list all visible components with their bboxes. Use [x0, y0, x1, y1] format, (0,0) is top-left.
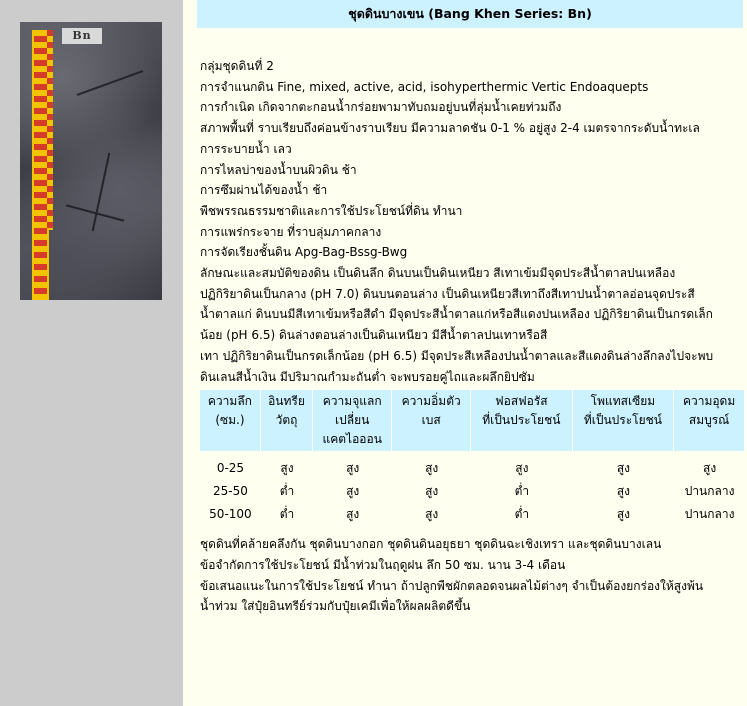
table-cell: ปานกลาง: [684, 507, 735, 522]
table-cell: ปานกลาง: [684, 484, 735, 499]
column-header: ความอิ่มตัว เบส: [392, 390, 471, 451]
table-row: [200, 451, 745, 480]
description-line: ลักษณะและสมบัติของดิน เป็นดินลึก ดินบนเป็นดินเหนียว สีเทาเข้มมีจุดประสีน้ำตาลปนเหลือง: [200, 266, 676, 281]
table-cell: สูง: [346, 507, 360, 522]
table-header-row: [200, 390, 745, 451]
column-header: ความจุแลก เปลี่ยน แคตไอออน: [313, 390, 392, 451]
description-line: น้อย (pH 6.5) ดินล่างตอนล่างเป็นดินเหนียว มีสีน้ำตาลปนเทาหรือสี: [200, 328, 548, 343]
description-line: การจำแนกดิน Fine, mixed, active, acid, isohyperthermic Vertic Endoaquepts: [200, 79, 649, 94]
description-line: น้ำตาลแก่ ดินบนมีสีเทาเข้มหรือสีดำ มีจุดประสีน้ำตาลแก่หรือสีแดงปนเหลือง ปฏิกิริยาดินเป็นกรดเล็ก: [200, 307, 713, 322]
table-cell: สูง: [346, 484, 360, 499]
table-row: [200, 503, 745, 526]
description-line: ปฏิกิริยาดินเป็นกลาง (pH 7.0) ดินบนตอนล่าง เป็นดินเหนียวสีเทาถึงสีเทาปนน้ำตาลอ่อนจุดประสี: [200, 286, 695, 301]
soil-profile-photo: [20, 22, 162, 300]
table-cell: สูง: [515, 461, 529, 476]
description-line: กลุ่มชุดดินที่ 2: [200, 59, 274, 73]
info-line: ข้อเสนอแนะในการใช้ประโยชน์ ทำนา ถ้าปลูกพืชผักตลอดจนผลไม้ต่างๆ จำเป็นต้องยกร่องให้สูงพ้น: [200, 578, 704, 593]
table-cell: 0-25: [216, 461, 245, 476]
table-cell: 50-100: [209, 507, 252, 522]
column-header: โพแทสเซียม ที่เป็นประโยชน์: [573, 390, 675, 451]
additional-info: [200, 534, 745, 617]
table-cell: สูง: [425, 461, 439, 476]
description-line: เทา ปฏิกิริยาดินเป็นกรดเล็กน้อย (pH 6.5) มีจุดประสีเหลืองปนน้ำตาลและสีแดงดินล่างลึกลงไปจะพบ: [200, 348, 714, 363]
description-line: การจัดเรียงชั้นดิน Apg-Bag-Bssg-Bwg: [200, 245, 408, 260]
table-cell: ต่ำ: [279, 507, 295, 522]
column-header: ฟอสฟอรัส ที่เป็นประโยชน์: [471, 390, 573, 451]
table-cell: สูง: [703, 461, 717, 476]
description-line: การซึมผ่านได้ของน้ำ ช้า: [200, 183, 328, 198]
measuring-tape-scale: [47, 30, 53, 230]
table-cell: ต่ำ: [514, 484, 530, 499]
left-panel: [0, 0, 183, 706]
soil-description: [200, 56, 745, 617]
table-cell: สูง: [616, 484, 631, 499]
description-line: ดินเลนสีน้ำเงิน มีปริมาณกำมะถันต่ำ จะพบรอยคู่ไถและผลึกยิปซัม: [200, 369, 535, 384]
table-body: [200, 451, 745, 526]
description-line: การไหลบ่าของน้ำบนผิวดิน ช้า: [200, 162, 357, 177]
table-cell: สูง: [280, 461, 294, 476]
description-line: สภาพพื้นที่ ราบเรียบถึงค่อนข้างราบเรียบ มีความลาดชัน 0-1 % อยู่สูง 2-4 เมตรจากระดับน้ำทะเล: [200, 121, 700, 136]
description-line: พืชพรรณธรรมชาติและการใช้ประโยชน์ที่ดิน ทำนา: [200, 203, 463, 218]
page-title: ชุดดินบางเขน (Bang Khen Series: Bn): [197, 0, 743, 28]
info-line: ข้อจำกัดการใช้ประโยชน์ มีน้ำท่วมในฤดูฝน ลึก 50 ซม. นาน 3-4 เดือน: [200, 557, 566, 572]
description-line: การกำเนิด เกิดจากตะกอนน้ำกร่อยพามาทับถมอยู่บนที่ลุ่มน้ำเคยท่วมถึง: [200, 100, 562, 115]
table-cell: ต่ำ: [514, 507, 530, 522]
column-header: อินทรีย วัตถุ: [261, 390, 313, 451]
table-cell: สูง: [616, 461, 631, 476]
table-cell: สูง: [346, 461, 360, 476]
info-line: ชุดดินที่คล้ายคลึงกัน ชุดดินบางกอก ชุดดินดินอยุธยา ชุดดินฉะเชิงเทรา และชุดดินบางเลน: [200, 537, 662, 552]
table-row: [200, 480, 745, 503]
table-cell: สูง: [425, 507, 439, 522]
soil-properties-table: [200, 390, 745, 526]
table-cell: 25-50: [213, 484, 248, 499]
table-cell: ต่ำ: [279, 484, 295, 499]
photo-label: Bn: [62, 28, 102, 44]
table-cell: สูง: [616, 507, 631, 522]
table-cell: สูง: [425, 484, 439, 499]
column-header: ความอุดม สมบูรณ์: [674, 390, 745, 451]
info-line: น้ำท่วม ใส่ปุ๋ยอินทรีย์ร่วมกับปุ๋ยเคมีเพื่อให้ผลผลิตดีขึ้น: [200, 599, 471, 614]
description-line: การแพร่กระจาย ที่ราบลุ่มภาคกลาง: [200, 224, 382, 239]
description-line: การระบายน้ำ เลว: [200, 141, 292, 156]
column-header: ความลึก (ซม.): [200, 390, 261, 451]
description-lines: [200, 56, 745, 387]
